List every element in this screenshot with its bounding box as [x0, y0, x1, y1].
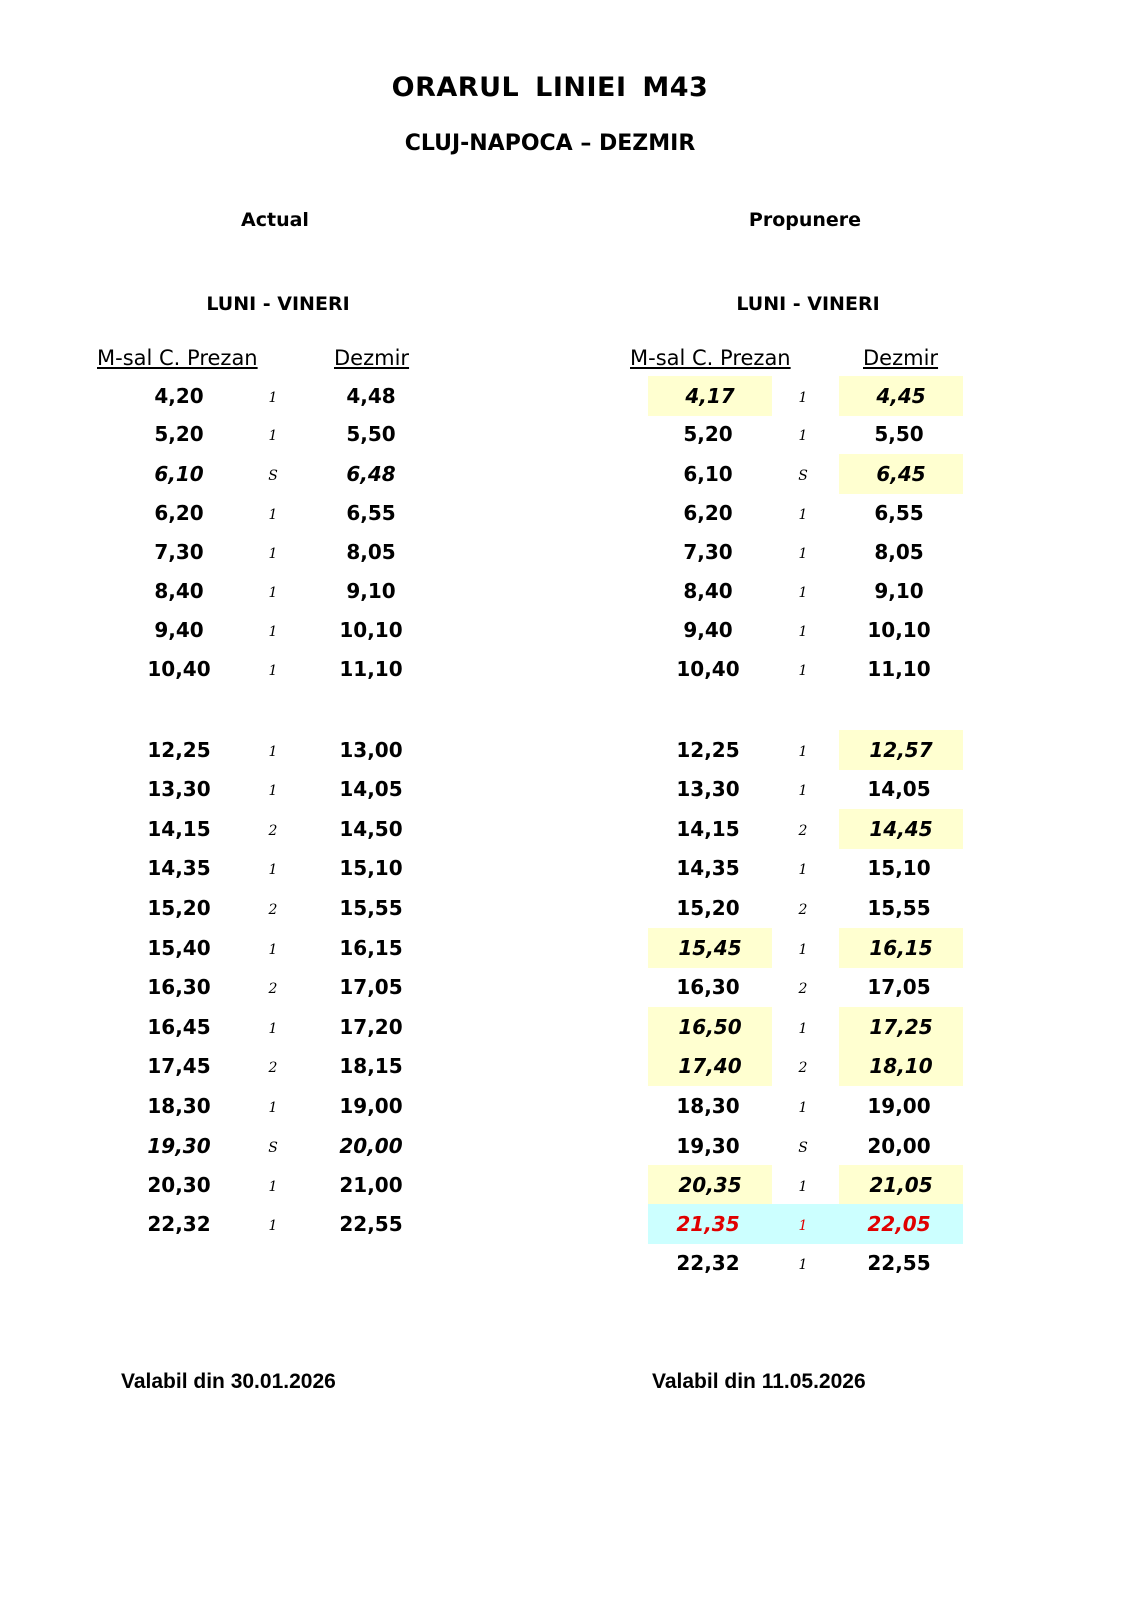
departure-time: 16,50 — [648, 1007, 772, 1047]
arrival-time: 22,55 — [867, 1251, 931, 1275]
left-col-to: Dezmir — [334, 346, 410, 370]
trip-flag: 1 — [268, 1218, 278, 1234]
right-footer: Valabil din 11.05.2026 — [652, 1370, 866, 1393]
departure-time: 18,30 — [147, 1094, 211, 1118]
trip-flag: S — [268, 1140, 278, 1156]
arrival-time: 20,00 — [339, 1134, 403, 1158]
departure-time: 14,35 — [676, 856, 740, 880]
trip-flag: 1 — [798, 942, 808, 958]
trip-flag: 1 — [798, 783, 808, 799]
trip-flag: 1 — [798, 624, 808, 640]
departure-time: 15,20 — [147, 896, 211, 920]
trip-flag: 1 — [268, 624, 278, 640]
trip-flag: 1 — [268, 862, 278, 878]
left-days: LUNI - VINERI — [206, 293, 350, 315]
departure-time: 14,35 — [147, 856, 211, 880]
departure-time: 15,20 — [676, 896, 740, 920]
trip-flag: 1 — [268, 1021, 278, 1037]
trip-flag: 1 — [268, 1179, 278, 1195]
departure-time: 9,40 — [683, 618, 733, 642]
departure-time: 8,40 — [683, 579, 733, 603]
arrival-time: 11,10 — [867, 657, 931, 681]
trip-flag: 1 — [798, 1179, 808, 1195]
arrival-time: 13,00 — [339, 738, 403, 762]
departure-time: 21,35 — [676, 1212, 740, 1236]
arrival-time: 15,10 — [867, 856, 931, 880]
departure-time: 19,30 — [147, 1134, 211, 1158]
arrival-time: 4,45 — [839, 376, 963, 416]
arrival-time: 5,50 — [874, 422, 924, 446]
departure-time: 14,15 — [147, 817, 211, 841]
arrival-time: 10,10 — [867, 618, 931, 642]
left-heading: Actual — [241, 209, 309, 231]
arrival-time: 18,10 — [839, 1046, 963, 1086]
departure-time: 20,30 — [147, 1173, 211, 1197]
arrival-time: 21,00 — [339, 1173, 403, 1197]
trip-flag: S — [798, 1140, 808, 1156]
departure-time: 15,45 — [648, 928, 772, 968]
arrival-time: 17,20 — [339, 1015, 403, 1039]
right-col-to: Dezmir — [863, 346, 939, 370]
trip-flag: 1 — [268, 942, 278, 958]
departure-time: 22,32 — [676, 1251, 740, 1275]
trip-flag: S — [268, 468, 278, 484]
arrival-time: 8,05 — [874, 540, 924, 564]
trip-flag: 1 — [268, 663, 278, 679]
arrival-time: 22,05 — [867, 1212, 931, 1236]
arrival-time: 16,15 — [339, 936, 403, 960]
trip-flag: 2 — [798, 902, 808, 918]
departure-time: 18,30 — [676, 1094, 740, 1118]
arrival-time: 9,10 — [346, 579, 396, 603]
trip-flag: 1 — [268, 507, 278, 523]
trip-flag: 1 — [268, 783, 278, 799]
departure-time: 13,30 — [147, 777, 211, 801]
arrival-time: 6,55 — [874, 501, 924, 525]
trip-flag: 1 — [798, 663, 808, 679]
departure-time: 6,20 — [683, 501, 733, 525]
arrival-time: 10,10 — [339, 618, 403, 642]
departure-time: 13,30 — [676, 777, 740, 801]
departure-time: 14,15 — [676, 817, 740, 841]
departure-time: 8,40 — [154, 579, 204, 603]
trip-flag: 2 — [268, 1060, 278, 1076]
arrival-time: 4,48 — [346, 384, 396, 408]
arrival-time: 14,05 — [339, 777, 403, 801]
departure-time: 12,25 — [147, 738, 211, 762]
trip-flag: 1 — [268, 744, 278, 760]
trip-flag: 1 — [798, 428, 808, 444]
trip-flag: 1 — [798, 390, 808, 406]
trip-flag: 1 — [798, 862, 808, 878]
departure-time: 17,45 — [147, 1054, 211, 1078]
departure-time: 22,32 — [147, 1212, 211, 1236]
arrival-time: 17,05 — [339, 975, 403, 999]
arrival-time: 16,15 — [839, 928, 963, 968]
trip-flag: 2 — [798, 823, 808, 839]
arrival-time: 8,05 — [346, 540, 396, 564]
departure-time: 19,30 — [676, 1134, 740, 1158]
departure-time: 12,25 — [676, 738, 740, 762]
arrival-time: 11,10 — [339, 657, 403, 681]
trip-flag: 1 — [798, 507, 808, 523]
arrival-time: 19,00 — [339, 1094, 403, 1118]
trip-flag: 2 — [268, 902, 278, 918]
trip-flag: 1 — [798, 1218, 808, 1234]
arrival-time: 17,25 — [839, 1007, 963, 1047]
arrival-time: 19,00 — [867, 1094, 931, 1118]
trip-flag: 1 — [268, 585, 278, 601]
departure-time: 7,30 — [154, 540, 204, 564]
trip-flag: 1 — [268, 1100, 278, 1116]
arrival-time: 14,50 — [339, 817, 403, 841]
departure-time: 16,45 — [147, 1015, 211, 1039]
departure-time: 4,20 — [154, 384, 204, 408]
arrival-time: 15,55 — [339, 896, 403, 920]
trip-flag: 2 — [268, 981, 278, 997]
arrival-time: 12,57 — [839, 730, 963, 770]
arrival-time: 9,10 — [874, 579, 924, 603]
departure-time: 6,10 — [683, 462, 733, 486]
arrival-time: 20,00 — [867, 1134, 931, 1158]
trip-flag: 1 — [268, 546, 278, 562]
arrival-time: 22,55 — [339, 1212, 403, 1236]
arrival-time: 5,50 — [346, 422, 396, 446]
trip-flag: 1 — [798, 585, 808, 601]
left-col-from: M-sal C. Prezan — [97, 346, 258, 370]
right-days: LUNI - VINERI — [736, 293, 880, 315]
departure-time: 9,40 — [154, 618, 204, 642]
departure-time: 15,40 — [147, 936, 211, 960]
arrival-time: 18,15 — [339, 1054, 403, 1078]
page-title: ORARUL LINIEI M43 — [391, 72, 709, 103]
arrival-time: 14,45 — [839, 809, 963, 849]
trip-flag: 2 — [798, 981, 808, 997]
trip-flag: 1 — [798, 1021, 808, 1037]
departure-time: 7,30 — [683, 540, 733, 564]
right-col-from: M-sal C. Prezan — [630, 346, 791, 370]
trip-flag: 2 — [798, 1060, 808, 1076]
departure-time: 17,40 — [648, 1046, 772, 1086]
trip-flag: 1 — [268, 428, 278, 444]
departure-time: 6,10 — [154, 462, 204, 486]
departure-time: 4,17 — [648, 376, 772, 416]
trip-flag: S — [798, 468, 808, 484]
trip-flag: 1 — [798, 744, 808, 760]
departure-time: 16,30 — [676, 975, 740, 999]
arrival-time: 15,10 — [339, 856, 403, 880]
trip-flag: 2 — [268, 823, 278, 839]
arrival-time: 6,55 — [346, 501, 396, 525]
departure-time: 10,40 — [147, 657, 211, 681]
arrival-time: 6,48 — [346, 462, 396, 486]
arrival-time: 15,55 — [867, 896, 931, 920]
right-heading: Propunere — [748, 209, 862, 231]
arrival-time: 14,05 — [867, 777, 931, 801]
departure-time: 20,35 — [648, 1165, 772, 1205]
trip-flag: 1 — [798, 1100, 808, 1116]
left-footer: Valabil din 30.01.2026 — [121, 1370, 336, 1393]
arrival-time: 21,05 — [839, 1165, 963, 1205]
trip-flag: 1 — [268, 390, 278, 406]
departure-time: 16,30 — [147, 975, 211, 999]
arrival-time: 6,45 — [839, 454, 963, 494]
route-subtitle: CLUJ-NAPOCA – DEZMIR — [404, 131, 696, 156]
departure-time: 5,20 — [683, 422, 733, 446]
departure-time: 5,20 — [154, 422, 204, 446]
trip-flag: 1 — [798, 1257, 808, 1273]
departure-time: 10,40 — [676, 657, 740, 681]
trip-flag: 1 — [798, 546, 808, 562]
departure-time: 6,20 — [154, 501, 204, 525]
arrival-time: 17,05 — [867, 975, 931, 999]
